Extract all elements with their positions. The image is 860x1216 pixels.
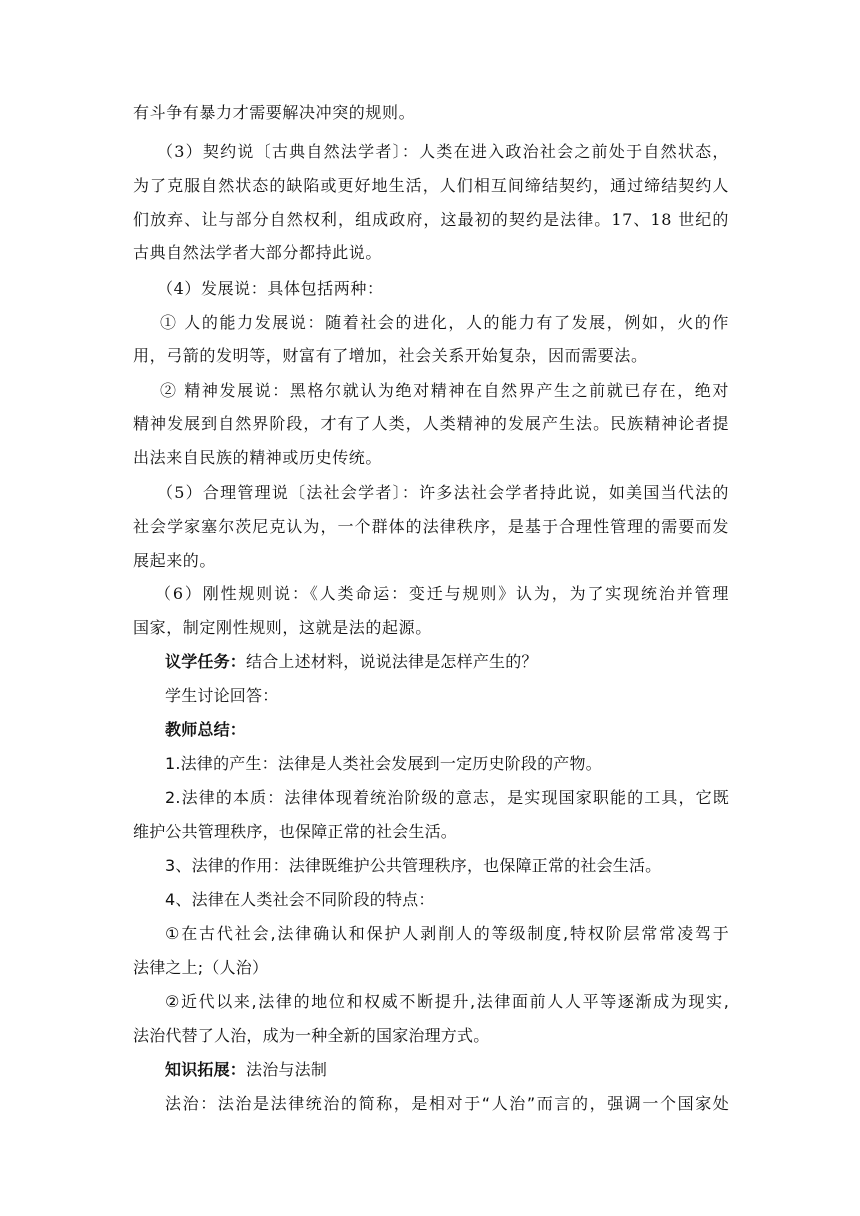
discussion-line: 学生讨论回答： [165, 686, 279, 705]
paragraph-line: ① 人的能力发展说：随着社会的进化，人的能力有了发展，例如，火的作 [160, 313, 729, 332]
summary-point: ①在古代社会,法律确认和保护人剥削人的等级制度,特权阶层常常凌驾于 [165, 924, 729, 943]
summary-point: ②近代以来,法律的地位和权威不断提升,法律面前人人平等逐渐成为现实, [165, 992, 729, 1011]
summary-point: 法治代替了人治，成为一种全新的国家治理方式。 [133, 1026, 490, 1045]
paragraph-line: （4）发展说：具体包括两种： [157, 279, 384, 298]
summary-heading: 教师总结： [165, 720, 247, 739]
paragraph-line: （5）合理管理说〔法社会学者〕：许多法社会学者持此说，如美国当代法的 [157, 483, 729, 502]
paragraph-line: 古典自然法学者大部分都持此说。 [133, 243, 383, 262]
paragraph-line: 有斗争有暴力才需要解决冲突的规则。 [133, 103, 416, 122]
paragraph-line: 展起来的。 [133, 551, 217, 570]
task-line [165, 652, 729, 672]
paragraph-line: 们放弃、让与部分自然权利，组成政府，这最初的契约是法律。17、18 世纪的 [133, 210, 729, 229]
summary-point: 维护公共管理秩序，也保障正常的社会生活。 [133, 822, 458, 841]
summary-point: 4、法律在人类社会不同阶段的特点： [165, 890, 435, 909]
paragraph-line: 法治：法治是法律统治的简称，是相对于“人治”而言的，强调一个国家处 [165, 1094, 729, 1113]
paragraph-line: （3）契约说〔古典自然法学者〕：人类在进入政治社会之前处于自然状态， [157, 142, 729, 161]
paragraph-line: 出法来自民族的精神或历史传统。 [133, 448, 383, 467]
summary-point: 2.法律的本质：法律体现着统治阶级的意志，是实现国家职能的工具，它既 [165, 788, 729, 807]
summary-point: 3、法律的作用：法律既维护公共管理秩序，也保障正常的社会生活。 [165, 856, 662, 875]
extension-line [165, 1060, 729, 1080]
summary-point: 1.法律的产生：法律是人类社会发展到一定历史阶段的产物。 [165, 754, 602, 773]
paragraph-line: ② 精神发展说：黑格尔就认为绝对精神在自然界产生之前就已存在，绝对 [160, 381, 729, 400]
summary-point: 法律之上;（人治） [133, 958, 269, 977]
extension-label: 知识拓展： [165, 1060, 247, 1079]
task-text: 结合上述材料，说说法律是怎样产生的？ [246, 652, 538, 671]
paragraph-line: 用，弓箭的发明等，财富有了增加，社会关系开始复杂，因而需要法。 [133, 346, 648, 365]
paragraph-line: 国家，制定刚性规则，这就是法的起源。 [133, 618, 432, 637]
paragraph-line: 社会学家塞尔茨尼克认为，一个群体的法律秩序，是基于合理性管理的需要而发 [133, 517, 729, 536]
paragraph-line: 精神发展到自然界阶段，才有了人类，人类精神的发展产生法。民族精神论者提 [133, 414, 729, 433]
paragraph-line: （6）刚性规则说：《人类命运：变迁与规则》认为，为了实现统治并管理 [155, 584, 729, 603]
task-label: 议学任务： [165, 652, 247, 671]
paragraph-line: 为了克服自然状态的缺陷或更好地生活，人们相互间缔结契约，通过缔结契约人 [133, 176, 729, 195]
extension-text: 法治与法制 [246, 1060, 328, 1079]
